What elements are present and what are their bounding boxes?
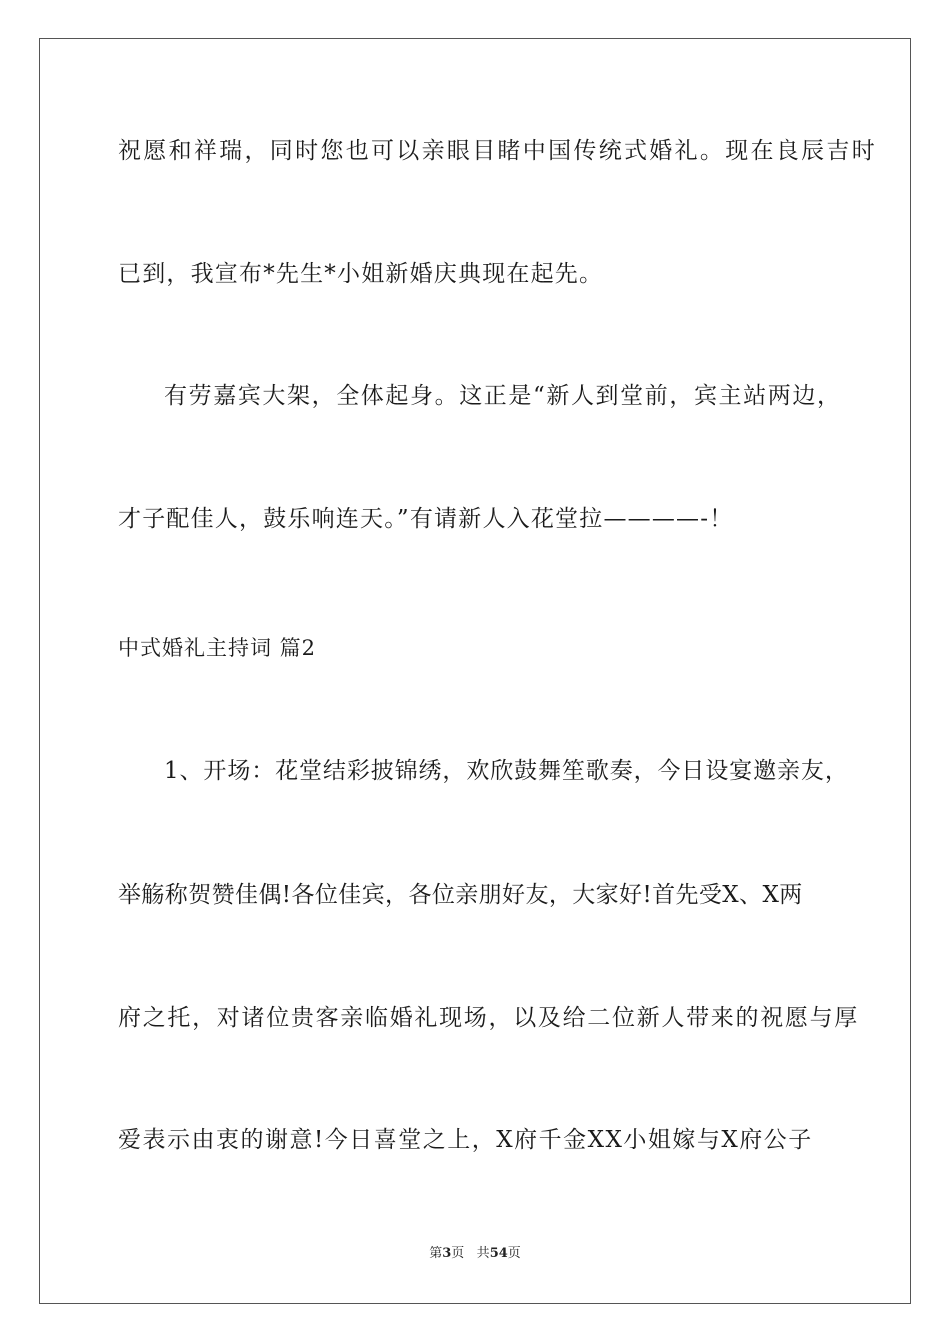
body-text-line: 才子配佳人，鼓乐响连天。”有请新人入花堂拉————-！	[118, 506, 734, 532]
body-text-line: 已到，我宣布*先生*小姐新婚庆典现在起先。	[118, 261, 604, 287]
footer-total-suffix: 页	[507, 1246, 521, 1261]
body-text-line: 有劳嘉宾大架，全体起身。这正是“新人到堂前，宾主站两边，	[164, 383, 842, 409]
footer-prefix: 第	[429, 1246, 443, 1261]
section-heading: 中式婚礼主持词 篇2	[118, 636, 317, 660]
body-text-line: 爱表示由衷的谢意!今日喜堂之上，X府千金XX小姐嫁与X府公子	[118, 1127, 813, 1153]
footer-page-suffix: 页	[451, 1246, 465, 1261]
body-text-line: 府之托，对诸位贵客亲临婚礼现场，以及给二位新人带来的祝愿与厚	[118, 1005, 859, 1031]
body-text-line: 举觞称贺赞佳偶!各位佳宾，各位亲朋好友，大家好!首先受X、X两	[118, 882, 803, 908]
body-text-line: 祝愿和祥瑞，同时您也可以亲眼目睹中国传统式婚礼。现在良辰吉时	[118, 138, 877, 164]
current-page-number: 3	[442, 1246, 452, 1261]
page-border	[39, 38, 911, 1304]
body-text-line: 1、开场：花堂结彩披锦绣，欢欣鼓舞笙歌奏，今日设宴邀亲友，	[164, 758, 849, 784]
page-footer	[0, 1245, 950, 1263]
total-pages-number: 54	[489, 1246, 508, 1261]
footer-total-prefix: 共	[476, 1246, 490, 1261]
